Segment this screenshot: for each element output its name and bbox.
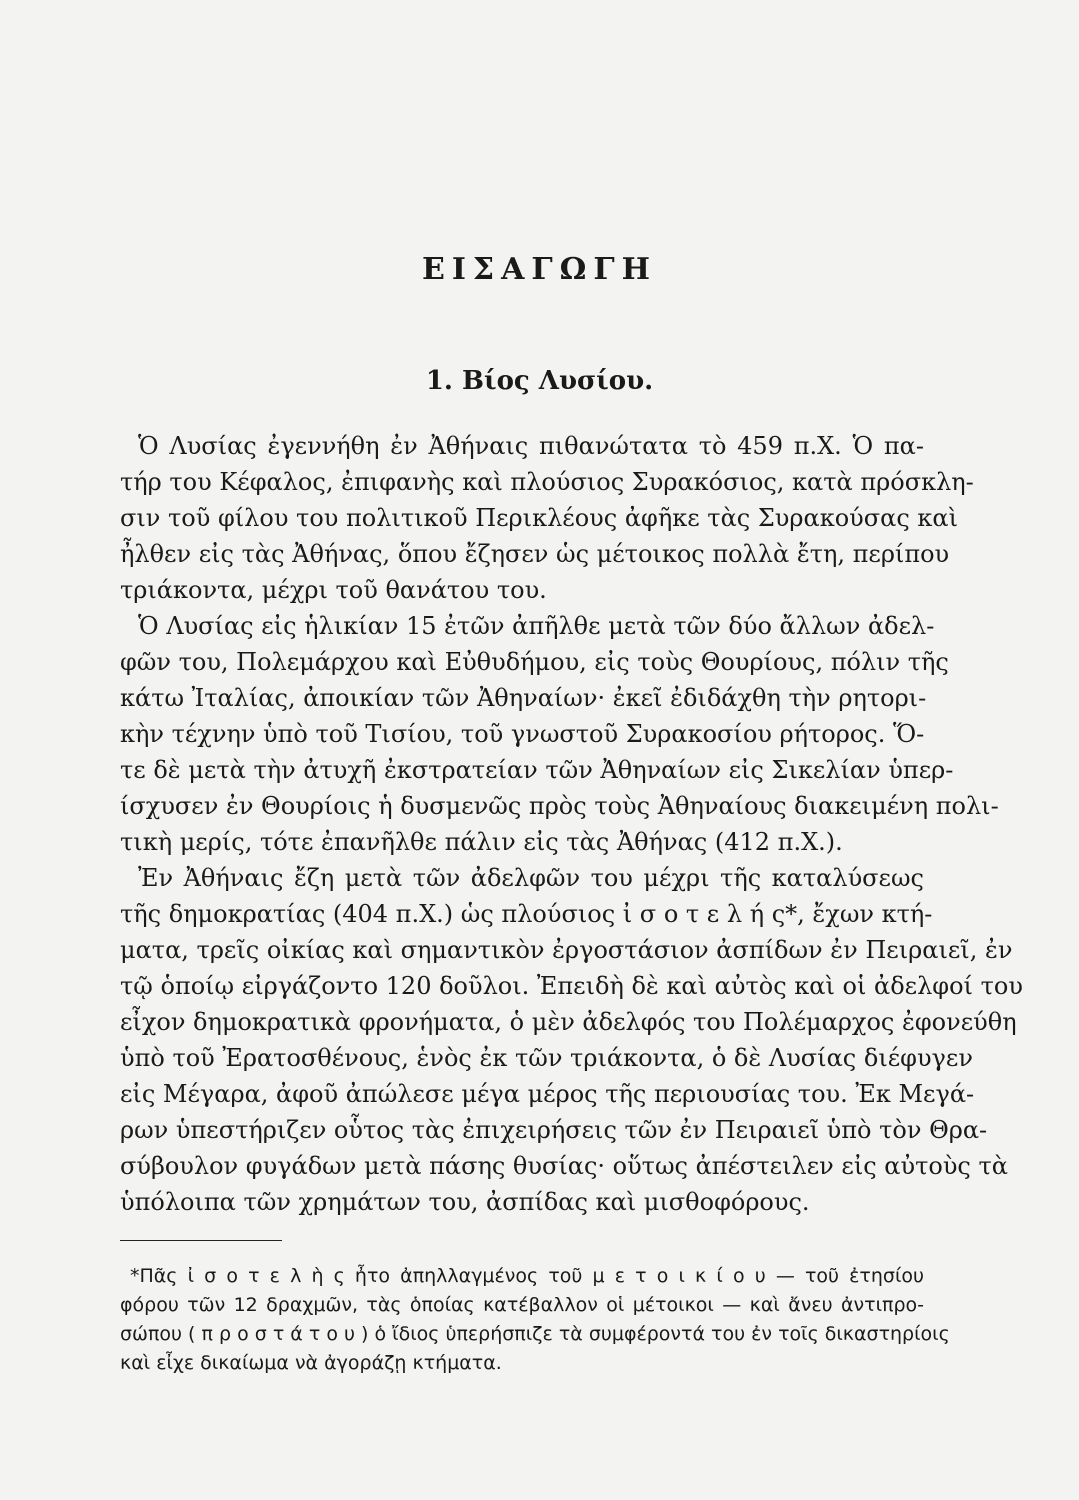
text-line: ίσχυσεν ἐν Θουρίοις ἡ δυσμενῶς πρὸς τοὺς Ἀθηναίους διακειμένη πολι- xyxy=(120,792,999,820)
text-line: κὴν τέχνην ὑπὸ τοῦ Τισίου, τοῦ γνωστοῦ Συρακοσίου ρήτορος. Ὅ- xyxy=(120,720,925,748)
page-title: ΕΙΣΑΓΩΓΗ xyxy=(421,252,658,287)
text-line: τήρ του Κέφαλος, ἐπιφανὴς καὶ πλούσιος Συρακόσιος, κατὰ πρόσκλη- xyxy=(120,468,974,496)
body-text xyxy=(120,428,1023,1220)
text-line: εἰς Μέγαρα, ἀφοῦ ἀπώλεσε μέγα μέρος τῆς περιουσίας του. Ἐκ Μεγά- xyxy=(120,1080,975,1108)
text-line: τριάκοντα, μέχρι τοῦ θανάτου του. xyxy=(120,576,547,604)
text-line: ὑπόλοιπα τῶν χρημάτων του, ἀσπίδας καὶ μισθοφόρους. xyxy=(120,1188,810,1216)
text-line: τῆς δημοκρατίας (404 π.Χ.) ὡς πλούσιος ἰ σ ο τ ε λ ή ς*, ἔχων κτή- xyxy=(120,900,933,928)
footnote-line: φόρου τῶν 12 δραχμῶν, τὰς ὁποίας κατέβαλλον οἱ μέτοικοι — καὶ ἄνευ ἀντιπρο- xyxy=(120,1294,924,1316)
text-line: Ὁ Λυσίας εἰς ἡλικίαν 15 ἐτῶν ἀπῆλθε μετὰ τῶν δύο ἄλλων ἀδελ- xyxy=(138,612,935,640)
text-line: σιν τοῦ φίλου του πολιτικοῦ Περικλέους ἀφῆκε τὰς Συρακούσας καὶ xyxy=(120,504,959,532)
section-heading: 1. Βίος Λυσίου. xyxy=(425,366,654,396)
text-line: σύβουλον φυγάδων μετὰ πάσης θυσίας· οὕτως ἀπέστειλεν εἰς αὐτοὺς τὰ xyxy=(120,1152,1008,1180)
text-line: ὑπὸ τοῦ Ἐρατοσθένους, ἑνὸς ἐκ τῶν τριάκοντα, ὁ δὲ Λυσίας διέφυγεν xyxy=(120,1044,973,1072)
footnote-line: καὶ εἶχε δικαίωμα νὰ ἀγοράζῃ κτήματα. xyxy=(120,1352,502,1374)
footnote-line: σώπου ( π ρ ο σ τ ά τ ο υ ) ὁ ἴδιος ὑπερήσπιζε τὰ συμφέροντά του ἐν τοῖς δικαστηρίοις xyxy=(120,1323,950,1345)
text-line: ρων ὑπεστήριζεν οὗτος τὰς ἐπιχειρήσεις τῶν ἐν Πειραιεῖ ὑπὸ τὸν Θρα- xyxy=(120,1116,988,1144)
text-line: τικὴ μερίς, τότε ἐπανῆλθε πάλιν εἰς τὰς Ἀθήνας (412 π.Χ.). xyxy=(120,828,843,856)
text-line: τῷ ὁποίῳ εἰργάζοντο 120 δοῦλοι. Ἐπειδὴ δὲ καὶ αὐτὸς καὶ οἱ ἀδελφοί του xyxy=(120,972,1023,1000)
footnote-line: *Πᾶς ἰ σ ο τ ε λ ὴ ς ἦτο ἀπηλλαγμένος τοῦ μ ε τ ο ι κ ί ο υ — τοῦ ἐτησίου xyxy=(130,1265,924,1287)
text-line: κάτω Ἰταλίας, ἀποικίαν τῶν Ἀθηναίων· ἐκεῖ ἐδιδάχθη τὴν ρητορι- xyxy=(120,684,927,712)
text-line: φῶν του, Πολεμάρχου καὶ Εὐθυδήμου, εἰς τοὺς Θουρίους, πόλιν τῆς xyxy=(120,648,949,676)
footnote xyxy=(120,1262,950,1378)
text-line: εἶχον δημοκρατικὰ φρονήματα, ὁ μὲν ἀδελφός του Πολέμαρχος ἐφονεύθη xyxy=(120,1008,1017,1036)
footnote-divider xyxy=(120,1240,282,1241)
text-line: Ἐν Ἀθήναις ἔζη μετὰ τῶν ἀδελφῶν του μέχρι τῆς καταλύσεως xyxy=(138,864,924,892)
text-line: ματα, τρεῖς οἰκίας καὶ σημαντικὸν ἐργοστάσιον ἀσπίδων ἐν Πειραιεῖ, ἐν xyxy=(120,936,1013,964)
text-line: τε δὲ μετὰ τὴν ἀτυχῆ ἐκστρατείαν τῶν Ἀθηναίων εἰς Σικελίαν ὑπερ- xyxy=(120,756,954,784)
text-line: Ὁ Λυσίας ἐγεννήθη ἐν Ἀθήναις πιθανώτατα τὸ 459 π.Χ. Ὁ πα- xyxy=(138,432,924,460)
text-line: ἦλθεν εἰς τὰς Ἀθήνας, ὅπου ἔζησεν ὡς μέτοικος πολλὰ ἔτη, περίπου xyxy=(120,540,950,568)
